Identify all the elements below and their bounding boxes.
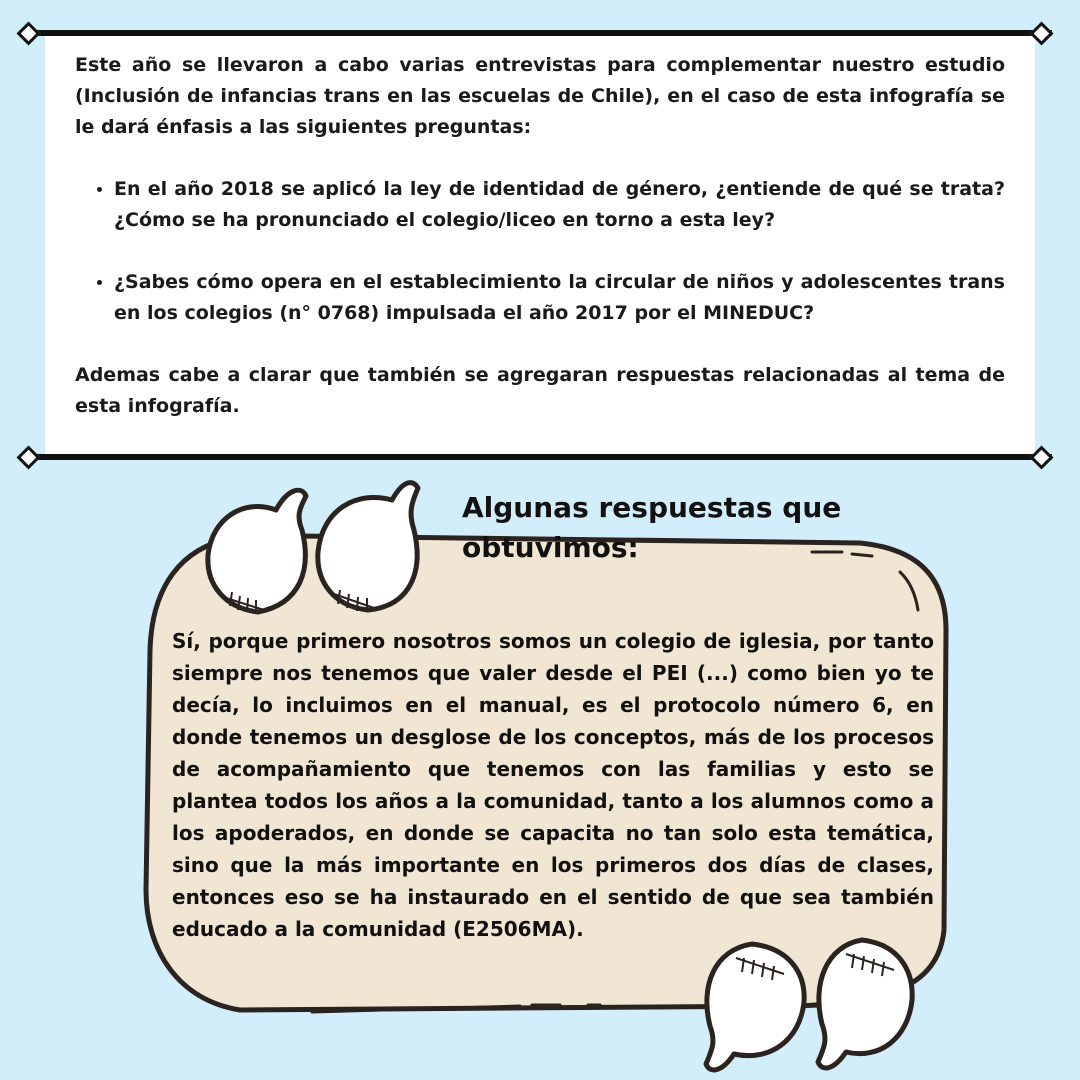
intro-closing: Ademas cabe a clarar que también se agregaran respuestas relacionadas al tema de esta infografía. bbox=[75, 364, 1005, 417]
question-item: • En el año 2018 se aplicó la ley de identidad de género, ¿entiende de qué se trata? ¿Cómo se ha pronunciado el colegio/liceo en torno a esta ley? bbox=[114, 174, 1005, 236]
answers-heading: Algunas respuestas que obtuvimos: bbox=[462, 491, 842, 564]
intro-paragraph: Este año se llevaron a cabo varias entrevistas para complementar nuestro estudio (Inclusión de infancias trans en las escuelas de Chile), en el caso de esta infografía se le dará énfasis a las siguientes preguntas: bbox=[75, 54, 1005, 138]
interview-quote: Sí, porque primero nosotros somos un colegio de iglesia, por tanto siempre nos tenemos que valer desde el PEI (...) como bien yo te decía, lo incluimos en el manual, es el protocolo número 6, en donde tenemos un desglose de los conceptos, más de los procesos de acompañamiento que tenemos con las familias y esto se plantea todos los años a la comunidad, tanto a los alumnos como a los apoderados, en donde se capacita no tan solo esta temática, sino que la más importante en los primeros dos días de clases, entonces eso se ha instaurado en el sentido de que sea también educado a la comunidad (E2506MA). bbox=[172, 629, 934, 941]
question-item: • ¿Sabes cómo opera en el establecimiento la circular de niños y adolescentes trans en los colegios (n° 0768) impulsada el año 2017 por el MINEDUC? bbox=[114, 267, 1005, 329]
